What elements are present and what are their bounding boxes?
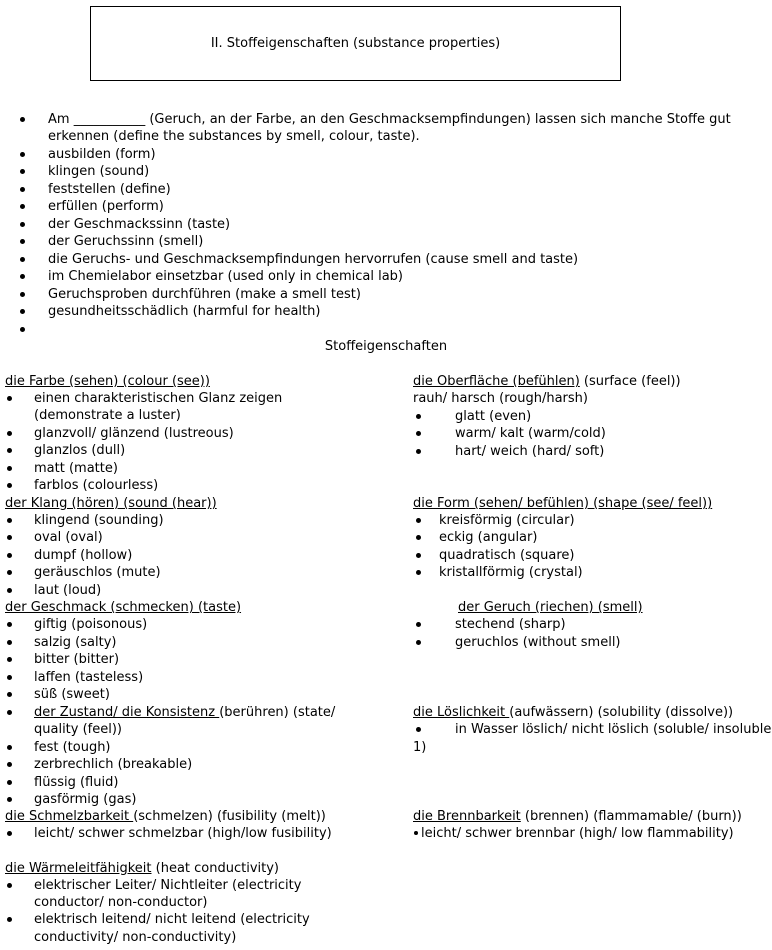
- bullet: [20, 292, 25, 297]
- list-item: elektrischer Leiter/ Nichtleiter (electricity: [34, 878, 302, 893]
- bullet: [7, 588, 12, 593]
- bullet: [416, 570, 421, 575]
- bullet: [7, 797, 12, 802]
- bullet: [7, 692, 12, 697]
- list-item: leicht/ schwer brennbar (high/ low flammability): [421, 826, 734, 841]
- bullet: [7, 431, 12, 436]
- list-item: erkennen (define the substances by smell, colour, taste).: [48, 129, 420, 144]
- form-heading: die Form (sehen/ befühlen) (shape (see/ feel)): [413, 496, 713, 511]
- zustand-heading-rest: (berühren) (state/: [219, 705, 336, 720]
- bullet: [7, 780, 12, 785]
- list-item: laffen (tasteless): [34, 670, 144, 685]
- list-item: der Geruchssinn (smell): [48, 234, 204, 249]
- list-item: kreisförmig (circular): [439, 513, 575, 528]
- bullet: [20, 274, 25, 279]
- list-item: leicht/ schwer schmelzbar (high/low fusibility): [34, 826, 332, 841]
- list-item: flüssig (fluid): [34, 775, 119, 790]
- schmelz-heading-underlined: die Schmelzbarkeit: [5, 809, 134, 824]
- bullet: [7, 710, 12, 715]
- brennbarkeit-heading-underlined: die Brennbarkeit: [413, 809, 521, 824]
- bullet: [7, 466, 12, 471]
- waerme-heading-rest: (heat conductivity): [151, 861, 279, 876]
- bullet: [7, 622, 12, 627]
- bullet: [7, 917, 12, 922]
- bullet: [7, 831, 12, 836]
- list-item: warm/ kalt (warm/cold): [455, 426, 606, 441]
- list-item: gesundheitsschädlich (harmful for health): [48, 304, 321, 319]
- schmelz-heading-rest: (schmelzen) (fusibility (melt)): [133, 809, 326, 824]
- bullet: [7, 745, 12, 750]
- waerme-heading: [5, 860, 279, 877]
- list-item: 1): [413, 740, 427, 755]
- list-item: zerbrechlich (breakable): [34, 757, 193, 772]
- bullet: [7, 553, 12, 558]
- list-item: giftig (poisonous): [34, 617, 148, 632]
- list-item: klingend (sounding): [34, 513, 164, 528]
- bullet: [7, 535, 12, 540]
- list-item: dumpf (hollow): [34, 548, 133, 563]
- bullet: [416, 449, 421, 454]
- list-item: matt (matte): [34, 461, 118, 476]
- list-item: quality (feel)): [34, 722, 123, 737]
- klang-heading: der Klang (hören) (sound (hear)): [5, 496, 217, 511]
- bullet: [416, 414, 421, 419]
- list-item: bitter (bitter): [34, 652, 120, 667]
- list-item: farblos (colourless): [34, 478, 159, 493]
- loeslichkeit-heading: [413, 704, 733, 721]
- bullet: [7, 448, 12, 453]
- list-item: salzig (salty): [34, 635, 117, 650]
- bullet: [20, 327, 25, 332]
- list-item: hart/ weich (hard/ soft): [455, 444, 605, 459]
- oberflaeche-heading: [413, 373, 681, 390]
- list-item: einen charakteristischen Glanz zeigen: [34, 391, 283, 406]
- list-item: conductor/ non-conductor): [34, 895, 208, 910]
- bullet: [20, 239, 25, 244]
- list-item: quadratisch (square): [439, 548, 575, 563]
- section-heading: Stoffeigenschaften: [324, 339, 448, 354]
- geruch-heading: der Geruch (riechen) (smell): [458, 600, 643, 615]
- list-item: Geruchsproben durchführen (make a smell test): [48, 287, 361, 302]
- loeslichkeit-heading-rest: (aufwässern) (solubility (dissolve)): [509, 705, 734, 720]
- bullet: [416, 727, 421, 732]
- bullet: [7, 657, 12, 662]
- list-item: geräuschlos (mute): [34, 565, 161, 580]
- bullet: [414, 831, 418, 835]
- list-item: in Wasser löslich/ nicht löslich (soluble/ insoluble: [455, 722, 772, 737]
- list-item: (demonstrate a luster): [34, 408, 181, 423]
- list-item: eckig (angular): [439, 530, 538, 545]
- bullet: [7, 518, 12, 523]
- zustand-heading: [34, 704, 335, 721]
- bullet: [416, 640, 421, 645]
- bullet: [20, 117, 25, 122]
- bullet: [20, 187, 25, 192]
- brennbarkeit-heading-rest: (brennen) (flammamable/ (burn)): [520, 809, 742, 824]
- waerme-heading-underlined: die Wärmeleitfähigkeit: [5, 861, 152, 876]
- list-item: erfüllen (perform): [48, 199, 164, 214]
- list-item: klingen (sound): [48, 164, 150, 179]
- bullet: [7, 883, 12, 888]
- list-item: oval (oval): [34, 530, 103, 545]
- list-item: kristallförmig (crystal): [439, 565, 583, 580]
- bullet: [416, 431, 421, 436]
- schmelz-heading: [5, 808, 326, 825]
- bullet: [7, 396, 12, 401]
- bullet: [7, 483, 12, 488]
- list-item: glanzvoll/ glänzend (lustreous): [34, 426, 234, 441]
- list-item: laut (loud): [34, 583, 102, 598]
- list-item: geruchlos (without smell): [455, 635, 621, 650]
- list-item: der Geschmackssinn (taste): [48, 217, 231, 232]
- list-item: gasförmig (gas): [34, 792, 137, 807]
- list-item: stechend (sharp): [455, 617, 566, 632]
- bullet: [416, 622, 421, 627]
- bullet: [20, 222, 25, 227]
- list-item: Am ___________ (Geruch, an der Farbe, an den Geschmacksempfindungen) lassen sich manche Stoffe gut: [48, 112, 731, 127]
- list-item: glanzlos (dull): [34, 443, 126, 458]
- list-item: fest (tough): [34, 740, 111, 755]
- bullet: [20, 309, 25, 314]
- oberflaeche-heading-rest: (surface (feel)): [579, 374, 681, 389]
- list-item: süß (sweet): [34, 687, 110, 702]
- list-item: die Geruchs- und Geschmacksempfindungen hervorrufen (cause smell and taste): [48, 252, 579, 267]
- bullet: [7, 762, 12, 767]
- title-box: [90, 6, 621, 81]
- bullet: [7, 570, 12, 575]
- bullet: [416, 553, 421, 558]
- oberflaeche-subheading: rauh/ harsch (rough/harsh): [413, 391, 588, 406]
- list-item: glatt (even): [455, 409, 532, 424]
- list-item: conductivity/ non-conductivity): [34, 930, 237, 945]
- bullet: [20, 257, 25, 262]
- bullet: [416, 518, 421, 523]
- page-title: II. Stoffeigenschaften (substance properties): [210, 36, 501, 51]
- oberflaeche-heading-underlined: die Oberfläche (befühlen): [413, 374, 580, 389]
- bullet: [7, 675, 12, 680]
- list-item: ausbilden (form): [48, 147, 156, 162]
- zustand-heading-underlined: der Zustand/ die Konsistenz: [34, 705, 220, 720]
- geschmack-heading: der Geschmack (schmecken) (taste): [5, 600, 242, 615]
- list-item: elektrisch leitend/ nicht leitend (electricity: [34, 912, 310, 927]
- bullet: [7, 640, 12, 645]
- bullet: [20, 204, 25, 209]
- bullet: [20, 152, 25, 157]
- list-item: feststellen (define): [48, 182, 171, 197]
- bullet: [20, 169, 25, 174]
- bullet: [416, 535, 421, 540]
- farbe-heading: die Farbe (sehen) (colour (see)): [5, 374, 210, 389]
- brennbarkeit-heading: [413, 808, 742, 825]
- list-item: im Chemielabor einsetzbar (used only in chemical lab): [48, 269, 403, 284]
- loeslichkeit-heading-underlined: die Löslichkeit: [413, 705, 510, 720]
